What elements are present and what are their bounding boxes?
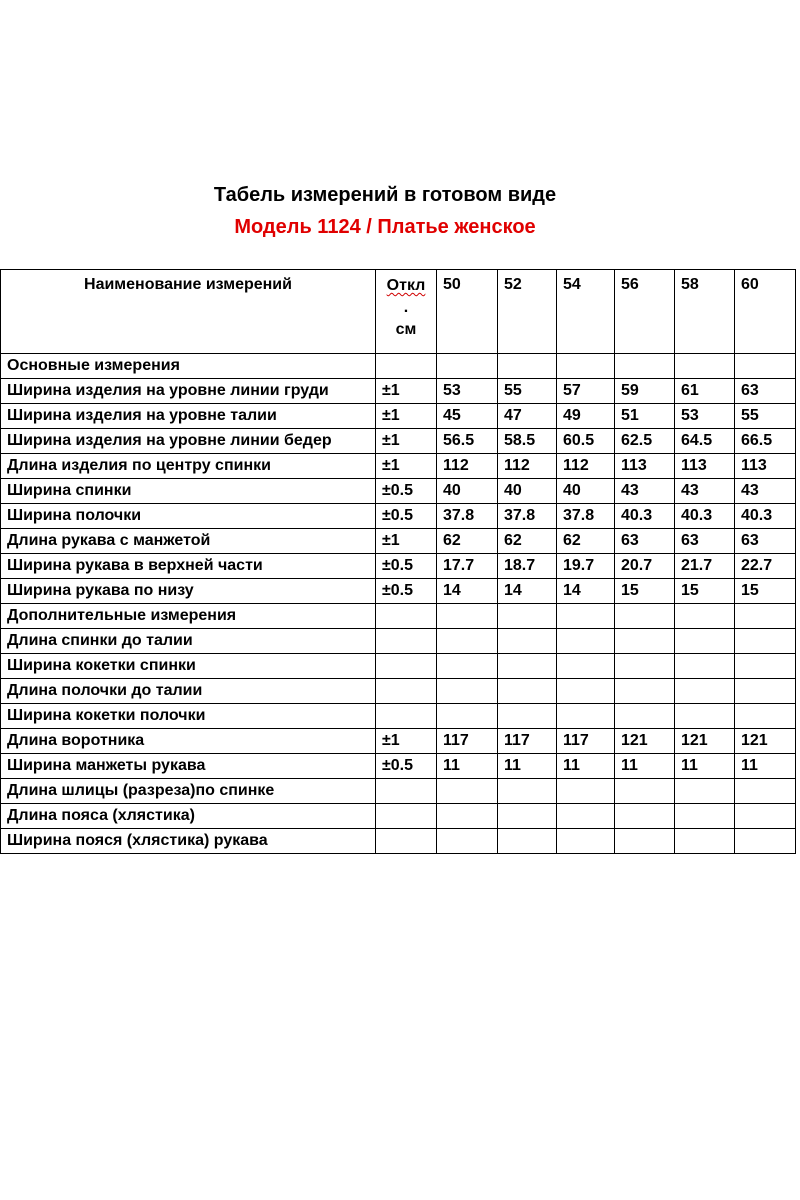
measurement-name: Ширина кокетки полочки bbox=[1, 704, 376, 729]
measurement-name: Ширина полочки bbox=[1, 504, 376, 529]
measurement-tolerance: ±1 bbox=[376, 729, 437, 754]
measurement-tolerance bbox=[376, 804, 437, 829]
measurement-value: 43 bbox=[735, 479, 796, 504]
measurement-value bbox=[437, 654, 498, 679]
measurement-value bbox=[615, 629, 675, 654]
measurement-tolerance: ±0.5 bbox=[376, 479, 437, 504]
measurement-value: 40.3 bbox=[675, 504, 735, 529]
measurement-tolerance bbox=[376, 679, 437, 704]
measurement-value: 63 bbox=[735, 529, 796, 554]
measurement-tolerance: ±1 bbox=[376, 429, 437, 454]
measurement-value bbox=[557, 779, 615, 804]
header-tolerance-line3: см bbox=[395, 321, 417, 338]
title-block bbox=[0, 180, 800, 242]
measurement-value: 43 bbox=[675, 479, 735, 504]
measurement-value: 20.7 bbox=[615, 554, 675, 579]
measurement-value bbox=[615, 829, 675, 854]
measurement-value bbox=[675, 779, 735, 804]
measurement-value: 56.5 bbox=[437, 429, 498, 454]
header-tolerance-line1: Откл bbox=[386, 277, 426, 294]
table-row bbox=[1, 629, 796, 654]
measurements-table-wrap bbox=[0, 269, 795, 854]
table-row bbox=[1, 504, 796, 529]
measurement-value bbox=[498, 629, 557, 654]
measurement-value bbox=[615, 679, 675, 704]
measurement-name: Ширина пояся (хлястика) рукава bbox=[1, 829, 376, 854]
measurement-tolerance: ±0.5 bbox=[376, 754, 437, 779]
measurement-value: 117 bbox=[437, 729, 498, 754]
measurement-value: 113 bbox=[615, 454, 675, 479]
measurement-tolerance: ±1 bbox=[376, 529, 437, 554]
header-size: 60 bbox=[735, 270, 796, 354]
measurement-name: Длина воротника bbox=[1, 729, 376, 754]
measurement-value bbox=[615, 704, 675, 729]
table-row bbox=[1, 679, 796, 704]
measurement-value bbox=[498, 804, 557, 829]
measurement-value bbox=[675, 354, 735, 379]
measurement-tolerance bbox=[376, 779, 437, 804]
measurement-value bbox=[557, 354, 615, 379]
measurement-value: 62.5 bbox=[615, 429, 675, 454]
measurement-value: 63 bbox=[735, 379, 796, 404]
measurement-value: 66.5 bbox=[735, 429, 796, 454]
header-size: 52 bbox=[498, 270, 557, 354]
table-header-row bbox=[1, 270, 796, 354]
measurement-value bbox=[557, 604, 615, 629]
measurement-name: Длина изделия по центру спинки bbox=[1, 454, 376, 479]
measurement-value: 37.8 bbox=[437, 504, 498, 529]
measurement-value bbox=[735, 679, 796, 704]
table-row bbox=[1, 804, 796, 829]
measurement-value: 63 bbox=[675, 529, 735, 554]
measurement-tolerance: ±0.5 bbox=[376, 554, 437, 579]
measurement-name: Длина шлицы (разреза)по спинке bbox=[1, 779, 376, 804]
measurement-name: Ширина спинки bbox=[1, 479, 376, 504]
measurement-value bbox=[498, 604, 557, 629]
measurement-value bbox=[615, 604, 675, 629]
measurement-value bbox=[735, 779, 796, 804]
measurement-name: Ширина рукава в верхней части bbox=[1, 554, 376, 579]
header-size: 56 bbox=[615, 270, 675, 354]
measurement-name: Длина спинки до талии bbox=[1, 629, 376, 654]
measurement-value: 40.3 bbox=[735, 504, 796, 529]
table-row bbox=[1, 479, 796, 504]
measurement-value bbox=[557, 829, 615, 854]
table-row bbox=[1, 779, 796, 804]
table-row bbox=[1, 754, 796, 779]
table-row bbox=[1, 404, 796, 429]
header-tolerance bbox=[376, 270, 437, 354]
header-size: 54 bbox=[557, 270, 615, 354]
measurement-value bbox=[735, 654, 796, 679]
table-row bbox=[1, 704, 796, 729]
measurement-value bbox=[437, 704, 498, 729]
measurement-tolerance bbox=[376, 704, 437, 729]
measurement-value: 43 bbox=[615, 479, 675, 504]
measurement-tolerance: ±0.5 bbox=[376, 579, 437, 604]
measurement-value: 51 bbox=[615, 404, 675, 429]
table-row bbox=[1, 454, 796, 479]
measurement-value bbox=[735, 629, 796, 654]
measurement-value bbox=[557, 654, 615, 679]
measurement-tolerance bbox=[376, 354, 437, 379]
measurement-value bbox=[735, 829, 796, 854]
header-tolerance-line2: . bbox=[403, 299, 409, 316]
measurement-value: 59 bbox=[615, 379, 675, 404]
measurement-value bbox=[437, 804, 498, 829]
measurement-value bbox=[498, 354, 557, 379]
measurement-value bbox=[437, 604, 498, 629]
measurement-value: 62 bbox=[437, 529, 498, 554]
measurement-value bbox=[437, 779, 498, 804]
table-row bbox=[1, 379, 796, 404]
measurement-value bbox=[437, 354, 498, 379]
measurement-value: 62 bbox=[498, 529, 557, 554]
measurement-value bbox=[557, 704, 615, 729]
measurement-value bbox=[498, 829, 557, 854]
table-row bbox=[1, 579, 796, 604]
table-row bbox=[1, 604, 796, 629]
measurement-value: 40.3 bbox=[615, 504, 675, 529]
measurement-value bbox=[557, 629, 615, 654]
measurement-name: Ширина манжеты рукава bbox=[1, 754, 376, 779]
measurement-value bbox=[557, 679, 615, 704]
measurement-value bbox=[437, 629, 498, 654]
table-row bbox=[1, 554, 796, 579]
measurement-name: Ширина изделия на уровне линии груди bbox=[1, 379, 376, 404]
measurement-value bbox=[735, 804, 796, 829]
measurement-value bbox=[675, 604, 735, 629]
measurement-value: 21.7 bbox=[675, 554, 735, 579]
measurement-value: 60.5 bbox=[557, 429, 615, 454]
table-row bbox=[1, 429, 796, 454]
measurement-value: 40 bbox=[557, 479, 615, 504]
measurement-value bbox=[675, 829, 735, 854]
measurement-value bbox=[675, 654, 735, 679]
measurement-name: Ширина изделия на уровне талии bbox=[1, 404, 376, 429]
header-size: 50 bbox=[437, 270, 498, 354]
measurement-value: 53 bbox=[437, 379, 498, 404]
measurement-value: 112 bbox=[498, 454, 557, 479]
table-row bbox=[1, 529, 796, 554]
measurement-name: Длина полочки до талии bbox=[1, 679, 376, 704]
measurement-value bbox=[498, 654, 557, 679]
measurement-value: 18.7 bbox=[498, 554, 557, 579]
measurement-value bbox=[675, 704, 735, 729]
measurement-value bbox=[615, 654, 675, 679]
measurement-value bbox=[735, 604, 796, 629]
measurement-value: 121 bbox=[735, 729, 796, 754]
table-row bbox=[1, 654, 796, 679]
measurement-tolerance: ±1 bbox=[376, 379, 437, 404]
measurement-value: 121 bbox=[615, 729, 675, 754]
measurement-value: 49 bbox=[557, 404, 615, 429]
measurement-value: 22.7 bbox=[735, 554, 796, 579]
measurement-tolerance: ±0.5 bbox=[376, 504, 437, 529]
measurement-value: 62 bbox=[557, 529, 615, 554]
measurement-value: 64.5 bbox=[675, 429, 735, 454]
measurement-value: 19.7 bbox=[557, 554, 615, 579]
measurement-value: 15 bbox=[735, 579, 796, 604]
measurement-tolerance bbox=[376, 629, 437, 654]
measurement-value: 17.7 bbox=[437, 554, 498, 579]
measurement-value: 117 bbox=[557, 729, 615, 754]
measurement-value: 112 bbox=[557, 454, 615, 479]
measurement-value bbox=[498, 679, 557, 704]
measurement-value: 37.8 bbox=[557, 504, 615, 529]
measurement-value bbox=[615, 779, 675, 804]
measurement-name: Ширина кокетки спинки bbox=[1, 654, 376, 679]
measurement-value: 113 bbox=[735, 454, 796, 479]
measurement-value: 11 bbox=[498, 754, 557, 779]
measurement-value: 40 bbox=[437, 479, 498, 504]
measurement-value: 11 bbox=[437, 754, 498, 779]
header-size: 58 bbox=[675, 270, 735, 354]
table-row bbox=[1, 829, 796, 854]
measurement-value: 14 bbox=[498, 579, 557, 604]
measurements-table bbox=[0, 269, 796, 854]
measurement-value: 57 bbox=[557, 379, 615, 404]
measurement-value: 121 bbox=[675, 729, 735, 754]
measurement-value: 63 bbox=[615, 529, 675, 554]
measurement-value bbox=[735, 704, 796, 729]
measurement-tolerance bbox=[376, 604, 437, 629]
measurement-value bbox=[557, 804, 615, 829]
table-body bbox=[1, 354, 796, 854]
measurement-name: Длина рукава с манжетой bbox=[1, 529, 376, 554]
measurement-value: 55 bbox=[735, 404, 796, 429]
document-subtitle: Модель 1124 / Платье женское bbox=[234, 216, 536, 238]
document-title: Табель измерений в готовом виде bbox=[213, 184, 557, 206]
measurement-value: 40 bbox=[498, 479, 557, 504]
measurement-value: 14 bbox=[557, 579, 615, 604]
measurement-tolerance bbox=[376, 654, 437, 679]
measurement-name: Дополнительные измерения bbox=[1, 604, 376, 629]
measurement-value bbox=[735, 354, 796, 379]
table-row bbox=[1, 354, 796, 379]
measurement-tolerance: ±1 bbox=[376, 404, 437, 429]
header-name: Наименование измерений bbox=[1, 270, 376, 354]
measurement-value: 37.8 bbox=[498, 504, 557, 529]
measurement-value: 53 bbox=[675, 404, 735, 429]
measurement-value: 55 bbox=[498, 379, 557, 404]
measurement-name: Длина пояса (хлястика) bbox=[1, 804, 376, 829]
measurement-value bbox=[675, 679, 735, 704]
measurement-value bbox=[498, 779, 557, 804]
measurement-value: 11 bbox=[735, 754, 796, 779]
measurement-value: 45 bbox=[437, 404, 498, 429]
measurement-value: 11 bbox=[675, 754, 735, 779]
measurement-value bbox=[437, 829, 498, 854]
measurement-name: Ширина изделия на уровне линии бедер bbox=[1, 429, 376, 454]
measurement-name: Основные измерения bbox=[1, 354, 376, 379]
measurement-value: 15 bbox=[675, 579, 735, 604]
measurement-value: 58.5 bbox=[498, 429, 557, 454]
measurement-value: 61 bbox=[675, 379, 735, 404]
measurement-value bbox=[615, 354, 675, 379]
measurement-value bbox=[675, 629, 735, 654]
table-row bbox=[1, 729, 796, 754]
measurement-tolerance: ±1 bbox=[376, 454, 437, 479]
measurement-value: 113 bbox=[675, 454, 735, 479]
measurement-value: 15 bbox=[615, 579, 675, 604]
measurement-value bbox=[498, 704, 557, 729]
measurement-value bbox=[675, 804, 735, 829]
measurement-value: 47 bbox=[498, 404, 557, 429]
measurement-value bbox=[437, 679, 498, 704]
measurement-value: 14 bbox=[437, 579, 498, 604]
measurement-value: 11 bbox=[557, 754, 615, 779]
measurement-value: 11 bbox=[615, 754, 675, 779]
measurement-value: 117 bbox=[498, 729, 557, 754]
measurement-tolerance bbox=[376, 829, 437, 854]
measurement-value bbox=[615, 804, 675, 829]
measurement-value: 112 bbox=[437, 454, 498, 479]
measurement-name: Ширина рукава по низу bbox=[1, 579, 376, 604]
